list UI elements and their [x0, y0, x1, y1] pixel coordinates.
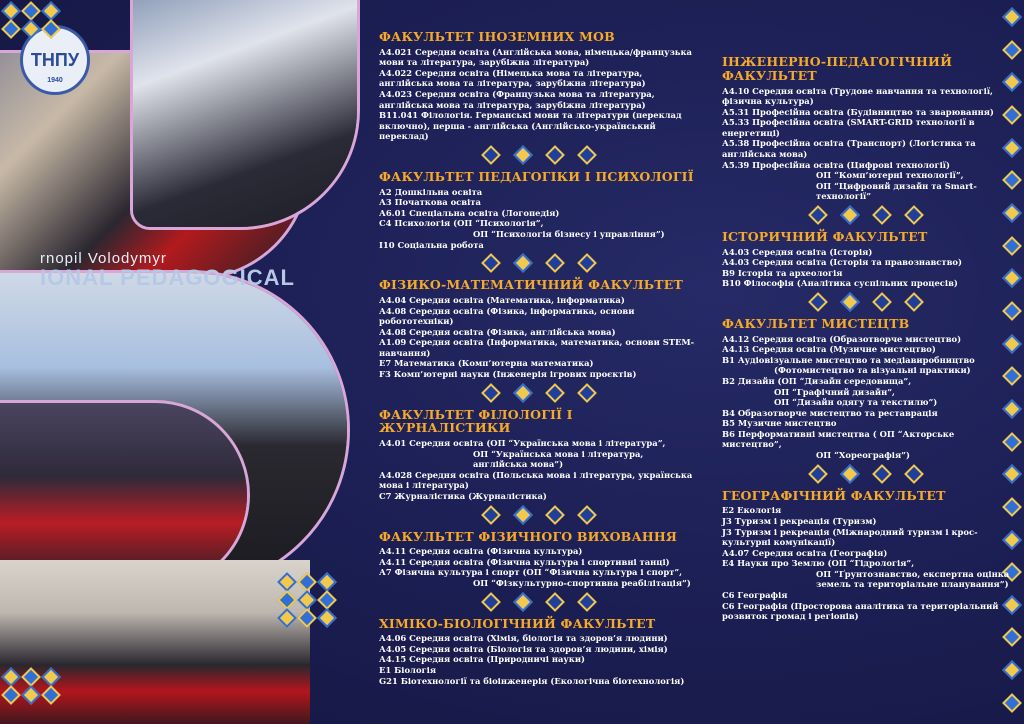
- program-item: А4.01 Середня освіта (ОП “Українська мова і література”,: [379, 438, 666, 449]
- program-item: Е1 Біологія: [379, 665, 437, 676]
- program-item: А1.09 Середня освіта (Інформатика, математика, основи STEM-навчання): [379, 337, 695, 358]
- program-item: А2 Дошкільна освіта: [379, 186, 483, 197]
- faculty-section: [379, 278, 699, 379]
- ornament-separator: [379, 386, 699, 400]
- ornament-separator: [379, 148, 699, 162]
- logo-year: 1940: [47, 77, 63, 84]
- program-item: ОП “Психологія бізнесу і управління”): [473, 229, 665, 240]
- program-item: А4.028 Середня освіта (Польська мова і література, українська мова і література): [379, 469, 693, 491]
- program-item: В11.041 Філологія. Германські мови та літератури (переклад включно), перша - англійська (Англійсько-український переклад): [379, 110, 682, 142]
- graduates-photo-2: [130, 0, 360, 230]
- program-item: В10 Філософія (Аналітика суспільних процесів): [722, 278, 958, 289]
- faculty-section: [379, 408, 699, 502]
- ornament-separator: [379, 595, 699, 609]
- faculties-left-column: [379, 30, 699, 692]
- program-item: С7 Журналістика (Журналістика): [379, 490, 547, 501]
- program-list: [722, 505, 1010, 621]
- program-item: Е2 Екологія: [722, 505, 782, 516]
- university-sign: [40, 250, 340, 291]
- faculty-section: [379, 617, 699, 687]
- program-item: В1 Аудіовізуальне мистецтво та медіавиробництво: [722, 354, 975, 365]
- program-item: А3 Початкова освіта: [379, 197, 481, 208]
- corner-ornament-bottom: [4, 670, 60, 702]
- ornament-separator: [722, 208, 1010, 222]
- program-list: [379, 295, 699, 380]
- faculty-title: ФАКУЛЬТЕТ ПЕДАГОГІКИ І ПСИХОЛОГІЇ: [379, 168, 694, 184]
- logo-text: ТНПУ: [30, 49, 80, 70]
- ornament-separator: [379, 508, 699, 522]
- program-list: [722, 247, 1010, 289]
- program-item: С6 Географія (Просторова аналітика та територіальний розвиток громад і регіонів): [722, 600, 999, 622]
- program-item: В4 Образотворче мистецтво та реставрація: [722, 407, 938, 418]
- program-item: Е7 Математика (Комп’ютерна математика): [379, 358, 594, 369]
- faculty-section: [722, 55, 1010, 202]
- ornament-separator: [722, 295, 1010, 309]
- program-item: (Фотомистецтво та візуальні практики): [774, 365, 971, 376]
- faculty-section: [722, 489, 1010, 622]
- program-item: А4.022 Середня освіта (Німецька мова та література, англійська мова та література, зарубіжна література): [379, 67, 646, 89]
- program-item: ОП “Дизайн одягу та текстилю”): [774, 397, 938, 408]
- program-list: [379, 187, 699, 250]
- program-item: А4.08 Середня освіта (Фізика, інформатика, основи робототехніки): [379, 305, 635, 327]
- program-item: А4.021 Середня освіта (Англійська мова, німецька/французька мови та література, зарубіжна література): [379, 46, 692, 68]
- program-item: J3 Туризм і рекреація (Міжнародний туризм і крос-культурні комунікації): [722, 526, 978, 548]
- program-item: ОП “Ґрунтознавство, експертна оцінка земель та територіальне планування”): [816, 568, 1010, 590]
- faculty-section: [379, 530, 699, 589]
- faculty-title: ІНЖЕНЕРНО-ПЕДАГОГІЧНИЙ ФАКУЛЬТЕТ: [722, 54, 953, 83]
- faculty-section: [379, 30, 699, 142]
- program-item: ОП “Цифровий дизайн та Smart-технології”: [816, 180, 977, 202]
- program-item: А4.07 Середня освіта (Географія): [722, 547, 888, 558]
- program-item: В6 Перформативні мистецтва ( ОП “Акторське мистецтво”,: [722, 428, 955, 450]
- program-item: А4.05 Середня освіта (Біологія та здоров’я людини, хімія): [379, 643, 668, 654]
- program-item: С4 Психологія (ОП “Психологія”,: [379, 218, 544, 229]
- faculty-title: ФАКУЛЬТЕТ МИСТЕЦТВ: [722, 315, 910, 331]
- program-item: G21 Біотехнології та біоінженерія (Екологічна біотехнологія): [379, 675, 685, 686]
- program-item: А4.023 Середня освіта (Французька мова та література, англійська мова та література, зарубіжна література): [379, 89, 655, 110]
- program-item: А4.11 Середня освіта (Фізична культура): [379, 546, 583, 557]
- ornament-separator: [379, 256, 699, 270]
- program-item: І10 Соціальна робота: [379, 239, 484, 250]
- program-item: В5 Музичне мистецтво: [722, 418, 837, 429]
- program-list: [379, 438, 699, 501]
- program-list: [722, 334, 1010, 461]
- program-item: А4.08 Середня освіта (Фізика, англійська мова): [379, 326, 616, 337]
- program-item: А4.15 Середня освіта (Природничі науки): [379, 654, 586, 665]
- university-sign-line2: IONAL PEDAGOGICAL: [40, 265, 295, 290]
- faculty-title: ФІЗИКО-МАТЕМАТИЧНИЙ ФАКУЛЬТЕТ: [379, 277, 684, 293]
- program-item: А4.04 Середня освіта (Математика, інформатика): [379, 294, 625, 305]
- university-sign-line1: rnopil Volodymyr: [40, 250, 167, 267]
- program-list: [722, 86, 1010, 202]
- program-item: А5.33 Професійна освіта (SMART-GRID технології в енергетиці): [722, 117, 975, 138]
- faculty-section: [379, 170, 699, 250]
- photo-collage: [0, 0, 372, 724]
- program-item: А4.03 Середня освіта (Історія): [722, 246, 873, 257]
- faculty-section: [722, 230, 1010, 289]
- program-list: [379, 47, 699, 142]
- program-item: ОП “Комп’ютерні технології”,: [816, 170, 964, 181]
- program-item: ОП “Графічний дизайн”,: [774, 386, 895, 397]
- corner-ornament-photo: [280, 575, 336, 625]
- program-item: А4.03 Середня освіта (Історія та правознавство): [722, 257, 962, 268]
- faculty-title: ФАКУЛЬТЕТ ФІЛОЛОГІЇ І ЖУРНАЛІСТИКИ: [379, 406, 573, 436]
- faculty-title: ФАКУЛЬТЕТ ІНОЗЕМНИХ МОВ: [379, 29, 615, 44]
- program-item: F3 Комп’ютерні науки (Інженерія ігрових проєктів): [379, 368, 637, 379]
- program-item: А5.39 Професійна освіта (Цифрові технології): [722, 159, 950, 170]
- ornament-separator: [722, 467, 1010, 481]
- faculty-title: ФАКУЛЬТЕТ ФІЗИЧНОГО ВИХОВАННЯ: [379, 528, 678, 544]
- program-item: В9 Історія та археологія: [722, 267, 843, 278]
- program-item: ОП “Українська мова і література, англійська мова”): [473, 448, 644, 470]
- faculty-title: ІСТОРИЧНИЙ ФАКУЛЬТЕТ: [722, 228, 928, 244]
- program-item: А4.13 Середня освіта (Музичне мистецтво): [722, 344, 936, 355]
- faculty-title: ХІМІКО-БІОЛОГІЧНИЙ ФАКУЛЬТЕТ: [379, 615, 656, 631]
- faculty-title: ГЕОГРАФІЧНИЙ ФАКУЛЬТЕТ: [722, 487, 946, 503]
- program-item: А5.38 Професійна освіта (Транспорт) (Логістика та англійська мова): [722, 138, 976, 159]
- program-item: Е4 Науки про Землю (ОП “Гідрологія”,: [722, 558, 915, 569]
- program-item: J3 Туризм і рекреація (Туризм): [722, 515, 877, 526]
- program-item: А6.01 Спеціальна освіта (Логопедія): [379, 207, 560, 218]
- program-item: А4.11 Середня освіта (Фізична культура і спортивні танці): [379, 556, 670, 567]
- faculties-right-column: [722, 55, 1010, 628]
- program-item: А5.31 Професійна освіта (Будівництво та зварювання): [722, 106, 994, 117]
- program-item: А4.12 Середня освіта (Образотворче мистецтво): [722, 333, 962, 344]
- program-item: А4.06 Середня освіта (Хімія, біологія та здоров’я людини): [379, 633, 668, 644]
- program-item: А7 Фізична культура і спорт (ОП “Фізична культура і спорт”,: [379, 567, 683, 578]
- program-list: [379, 546, 699, 588]
- faculty-section: [722, 317, 1010, 461]
- program-item: ОП “Хореографія”): [816, 450, 910, 461]
- program-item: ОП “Фізкультурно-спортивна реабілітація”): [473, 578, 691, 588]
- program-item: А4.10 Середня освіта (Трудове навчання та технології, фізична культура): [722, 85, 993, 107]
- program-item: В2 Дизайн (ОП “Дизайн середовища”,: [722, 375, 912, 386]
- program-item: С6 Географія: [722, 589, 788, 600]
- program-list: [379, 633, 699, 686]
- corner-ornament-top: [4, 4, 60, 36]
